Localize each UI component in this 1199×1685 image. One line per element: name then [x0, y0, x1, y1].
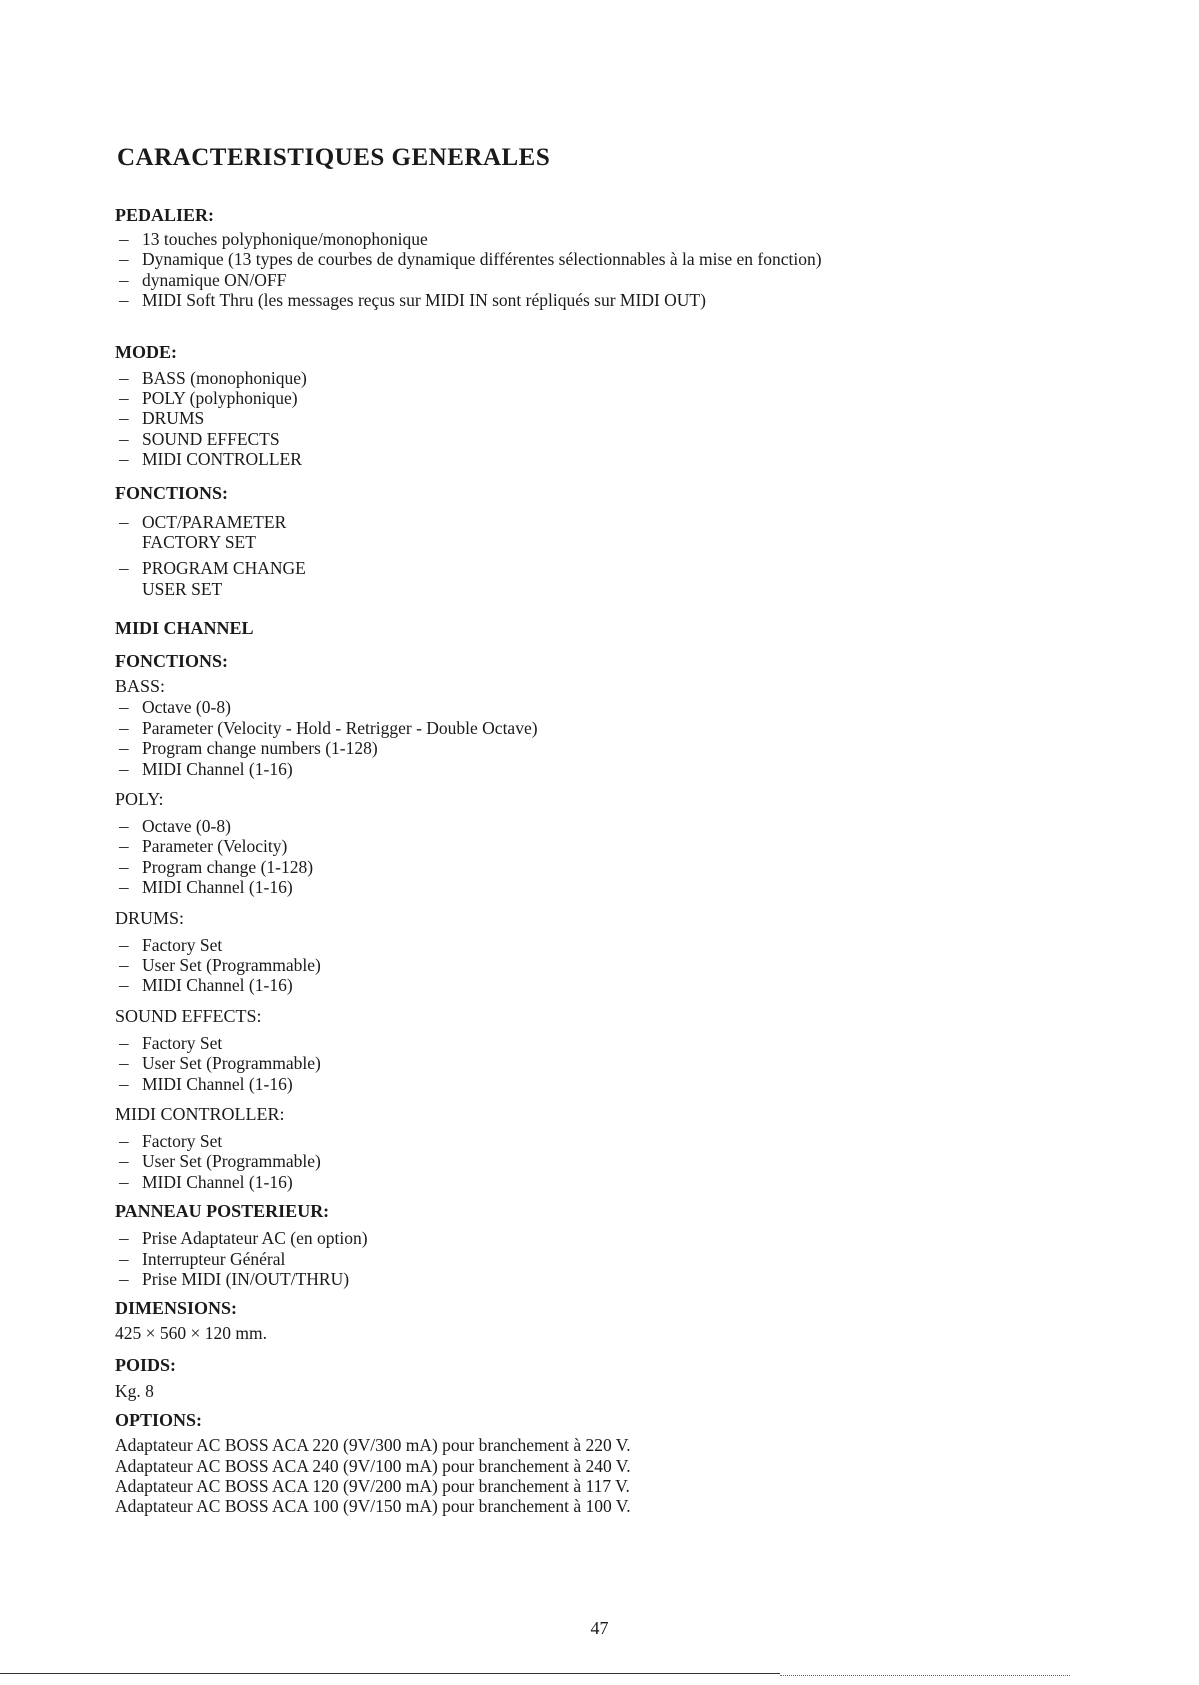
section-heading: FONCTIONS:: [115, 651, 229, 672]
list-item: — Prise MIDI (IN/OUT/THRU): [115, 1269, 1115, 1289]
group-list: [115, 935, 1115, 996]
list-item: — Program change (1-128): [115, 857, 1115, 877]
list-item: — BASS (monophonique): [115, 368, 1115, 388]
section-heading: PEDALIER:: [115, 205, 215, 225]
section-options: [115, 1409, 1115, 1517]
list-item: — Factory Set: [115, 1131, 1115, 1151]
group-label: MIDI CONTROLLER:: [115, 1103, 285, 1124]
list-item: — User Set (Programmable): [115, 955, 1115, 975]
options-line: Adaptateur AC BOSS ACA 100 (9V/150 mA) pour branchement à 100 V.: [115, 1496, 631, 1517]
content: [115, 204, 1115, 1517]
list-item: — User Set (Programmable): [115, 1151, 1115, 1171]
mode-list: [115, 368, 1115, 470]
list-item: — User Set (Programmable): [115, 1053, 1115, 1073]
list-item: — MIDI Channel (1-16): [115, 975, 1115, 995]
section-heading: MIDI CHANNEL: [115, 618, 254, 639]
panneau-list: [115, 1228, 1115, 1289]
section-mode: [115, 341, 1115, 470]
pedalier-list: [115, 229, 1115, 311]
list-item: — Octave (0-8): [115, 697, 1115, 717]
list-item: — MIDI Channel (1-16): [115, 1074, 1115, 1094]
list-item: [115, 512, 1115, 553]
section-poids: [115, 1354, 1115, 1401]
group-list: [115, 1033, 1115, 1094]
options-line: Adaptateur AC BOSS ACA 220 (9V/300 mA) pour branchement à 220 V.: [115, 1435, 631, 1456]
section-heading: POIDS:: [115, 1354, 177, 1375]
fonctions-list: [115, 512, 1115, 600]
list-item: — MIDI Channel (1-16): [115, 1172, 1115, 1192]
list-item: — POLY (polyphonique): [115, 388, 1115, 408]
list-item-line: — OCT/PARAMETER: [142, 511, 287, 532]
options-line: Adaptateur AC BOSS ACA 240 (9V/100 mA) pour branchement à 240 V.: [115, 1455, 631, 1476]
section-panneau-posterieur: [115, 1200, 1115, 1289]
list-item: — dynamique ON/OFF: [115, 270, 1115, 290]
list-item: — SOUND EFFECTS: [115, 429, 1115, 449]
group-label: SOUND EFFECTS:: [115, 1005, 262, 1026]
section-heading: PANNEAU POSTERIEUR:: [115, 1201, 330, 1222]
section-heading: OPTIONS:: [115, 1410, 203, 1431]
list-item: — Dynamique (13 types de courbes de dynamique différentes sélectionnables à la mise en fonction): [115, 249, 1115, 269]
list-item: — MIDI Channel (1-16): [115, 759, 1115, 779]
section-heading: DIMENSIONS:: [115, 1298, 238, 1319]
list-item: — Parameter (Velocity): [115, 836, 1115, 856]
group-list: [115, 1131, 1115, 1192]
list-item: — MIDI Channel (1-16): [115, 877, 1115, 897]
list-item: — Program change numbers (1-128): [115, 738, 1115, 758]
list-item: — Factory Set: [115, 1033, 1115, 1053]
bottom-rule: [0, 1673, 780, 1674]
section-heading: MODE:: [115, 341, 177, 362]
section-dimensions: [115, 1297, 1115, 1343]
page-number: 47: [590, 1618, 609, 1638]
bottom-rule-dotted: [780, 1675, 1070, 1676]
list-item: — Interrupteur Général: [115, 1249, 1115, 1269]
list-item-line: FACTORY SET: [142, 532, 256, 553]
list-item: — Prise Adaptateur AC (en option): [115, 1228, 1115, 1248]
section-fonctions: [115, 482, 1115, 600]
list-item: — MIDI CONTROLLER: [115, 449, 1115, 469]
options-line: Adaptateur AC BOSS ACA 120 (9V/200 mA) pour branchement à 117 V.: [115, 1476, 630, 1497]
poids-value: Kg. 8: [115, 1380, 154, 1401]
section-midi-channel: [115, 617, 1115, 639]
list-item: — MIDI Soft Thru (les messages reçus sur MIDI IN sont répliqués sur MIDI OUT): [115, 290, 1115, 310]
list-item: — Factory Set: [115, 935, 1115, 955]
list-item: — DRUMS: [115, 408, 1115, 428]
page-title: CARACTERISTIQUES GENERALES: [117, 144, 551, 171]
group-list: [115, 697, 1115, 779]
list-item: — Octave (0-8): [115, 816, 1115, 836]
list-item: — Parameter (Velocity - Hold - Retrigger - Double Octave): [115, 718, 1115, 738]
group-label: POLY:: [115, 788, 164, 809]
list-item: [115, 558, 1115, 599]
section-heading: FONCTIONS:: [115, 482, 229, 503]
group-label: BASS:: [115, 676, 166, 697]
section-fonctions-modes: [115, 650, 1115, 1192]
list-item-line: USER SET: [142, 578, 223, 599]
group-label: DRUMS:: [115, 907, 185, 928]
group-list: [115, 816, 1115, 898]
list-item: — 13 touches polyphonique/monophonique: [115, 229, 1115, 249]
list-item-line: — PROGRAM CHANGE: [142, 558, 306, 579]
dimensions-value: 425 × 560 × 120 mm.: [115, 1323, 267, 1344]
section-pedalier: [115, 204, 1115, 311]
